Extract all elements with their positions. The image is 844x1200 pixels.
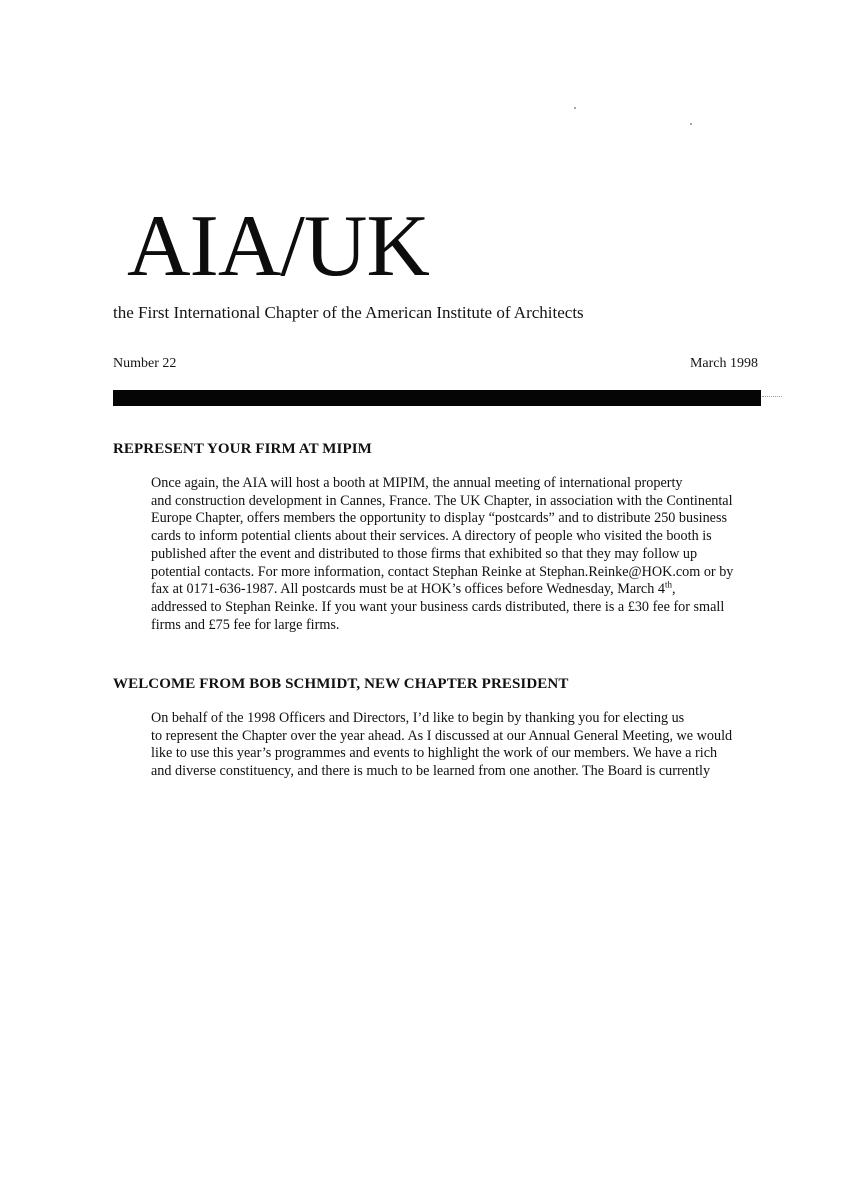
body-line: published after the event and distributed to those firms that exhibited so that they may follow up xyxy=(151,545,698,562)
scan-speck xyxy=(690,123,692,125)
article-mipim xyxy=(113,440,761,634)
body-line: potential contacts. For more information, contact Stephan Reinke at Stephan.Reinke@HOK.com or by xyxy=(151,563,734,580)
body-line: cards to inform potential clients about their services. A directory of people who visited the booth is xyxy=(151,528,712,545)
article-heading: WELCOME FROM BOB SCHMIDT, NEW CHAPTER PRESIDENT xyxy=(113,676,569,692)
rule-dotted-tail xyxy=(762,396,782,397)
body-line-text: fax at 0171-636-1987. All postcards must be at HOK’s offices before Wednesday, March 4 xyxy=(151,581,665,598)
masthead-subtitle: the First International Chapter of the American Institute of Architects xyxy=(113,303,584,322)
article-welcome xyxy=(113,675,761,781)
issue-date: March 1998 xyxy=(689,356,758,371)
article-body xyxy=(113,710,761,781)
issue-number: Number 22 xyxy=(113,356,177,371)
date-superscript: th xyxy=(664,579,672,590)
masthead-rule xyxy=(113,390,761,406)
body-line: to represent the Chapter over the year ahead. As I discussed at our Annual General Meeting, we would xyxy=(151,727,733,744)
body-line: like to use this year’s programmes and events to highlight the work of our members. We have a rich xyxy=(151,745,718,762)
masthead-title: AIA/UK xyxy=(127,198,429,295)
body-line: and diverse constituency, and there is much to be learned from one another. The Board is currently xyxy=(151,763,711,780)
body-line-with-date xyxy=(113,581,761,599)
article-body xyxy=(113,475,761,634)
scan-speck xyxy=(574,107,576,109)
body-line: On behalf of the 1998 Officers and Directors, I’d like to begin by thanking you for electing us xyxy=(151,710,685,726)
body-line: firms and £75 fee for large firms. xyxy=(151,616,340,633)
article-heading: REPRESENT YOUR FIRM AT MIPIM xyxy=(113,441,372,457)
body-line: addressed to Stephan Reinke. If you want your business cards distributed, there is a £30 fee for small xyxy=(151,598,725,615)
body-line: Once again, the AIA will host a booth at MIPIM, the annual meeting of international property xyxy=(151,475,683,491)
body-line: Europe Chapter, offers members the opportunity to display “postcards” and to distribute 250 business xyxy=(151,510,728,527)
date-comma: , xyxy=(671,581,676,598)
body-line: and construction development in Cannes, France. The UK Chapter, in association with the Continental xyxy=(151,492,733,509)
